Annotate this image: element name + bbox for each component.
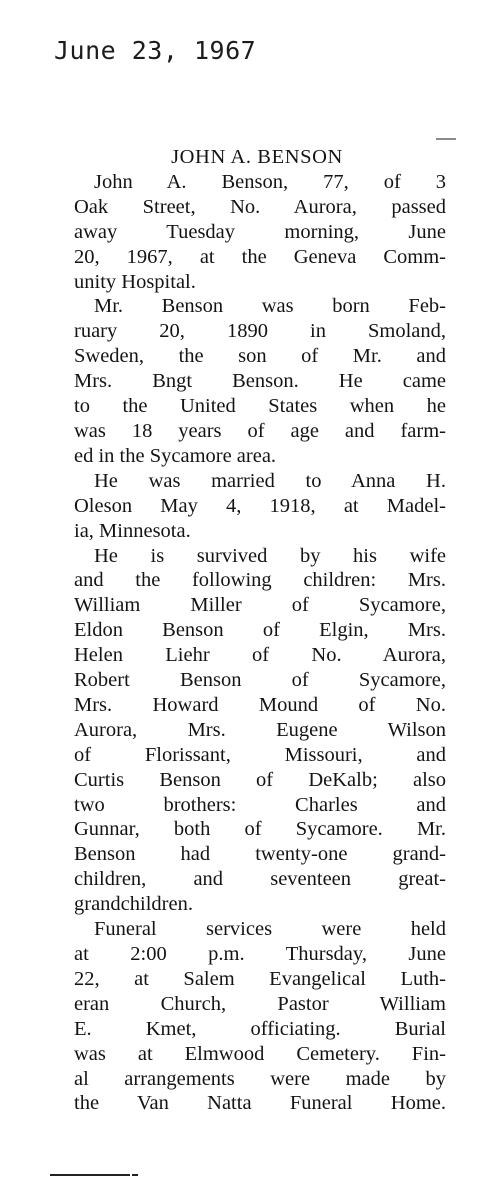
- text-line: Mr. Benson was born Feb-: [94, 295, 446, 318]
- clipping-bottom-rule-fragment: [132, 1174, 138, 1176]
- text-line: Curtis Benson of DeKalb; also: [74, 768, 446, 791]
- text-line: Helen Liehr of No. Aurora,: [74, 644, 446, 667]
- text-line: away Tuesday morning, June: [74, 220, 446, 243]
- paragraph-death-notice: [74, 170, 446, 295]
- text-line: Mrs. Bngt Benson. He came: [74, 370, 446, 393]
- date-header: June 23, 1967: [54, 36, 257, 65]
- text-line: He is survived by his wife: [94, 544, 446, 567]
- text-line: 20, 1967, at the Geneva Comm-: [74, 245, 446, 268]
- clipping-bottom-rule: [50, 1174, 130, 1176]
- text-line: unity Hospital.: [74, 270, 196, 293]
- text-line: Funeral services were held: [94, 918, 446, 941]
- obituary-clipping: [74, 145, 446, 1116]
- text-line: was 18 years of age and farm-: [74, 419, 446, 442]
- text-line: Oak Street, No. Aurora, passed: [74, 195, 446, 218]
- clipping-edge-mark: [436, 138, 456, 140]
- text-line: ruary 20, 1890 in Smoland,: [74, 320, 446, 343]
- text-line: grandchildren.: [74, 893, 193, 916]
- text-line: John A. Benson, 77, of 3: [94, 170, 446, 193]
- text-line: ia, Minnesota.: [74, 519, 191, 542]
- text-line: was at Elmwood Cemetery. Fin-: [74, 1042, 446, 1065]
- text-line: eran Church, Pastor William: [74, 992, 446, 1015]
- text-line: E. Kmet, officiating. Burial: [74, 1017, 446, 1040]
- text-line: to the United States when he: [74, 395, 446, 418]
- text-line: Mrs. Howard Mound of No.: [74, 693, 446, 716]
- text-line: of Florissant, Missouri, and: [74, 743, 446, 766]
- paragraph-funeral: [74, 917, 446, 1116]
- text-line: al arrangements were made by: [74, 1067, 446, 1090]
- text-line: Robert Benson of Sycamore,: [74, 669, 446, 692]
- text-line: Sweden, the son of Mr. and: [74, 345, 446, 368]
- text-line: William Miller of Sycamore,: [74, 594, 446, 617]
- paragraph-marriage: [74, 469, 446, 544]
- text-line: and the following children: Mrs.: [74, 569, 446, 592]
- obituary-headline: JOHN A. BENSON: [171, 146, 343, 168]
- paragraph-survivors: [74, 544, 446, 918]
- text-line: 22, at Salem Evangelical Luth-: [74, 967, 446, 990]
- text-line: at 2:00 p.m. Thursday, June: [74, 943, 446, 965]
- text-line: Oleson May 4, 1918, at Madel-: [74, 494, 446, 517]
- paragraph-birth: [74, 294, 446, 468]
- text-line: children, and seventeen great-: [74, 868, 446, 891]
- text-line: Benson had twenty-one grand-: [74, 843, 446, 866]
- text-line: the Van Natta Funeral Home.: [74, 1092, 446, 1115]
- text-line: Gunnar, both of Sycamore. Mr.: [74, 818, 446, 841]
- text-line: two brothers: Charles and: [74, 793, 446, 816]
- text-line: Eldon Benson of Elgin, Mrs.: [74, 619, 446, 642]
- text-line: ed in the Sycamore area.: [74, 444, 277, 467]
- text-line: Aurora, Mrs. Eugene Wilson: [74, 718, 446, 741]
- text-line: He was married to Anna H.: [94, 469, 446, 492]
